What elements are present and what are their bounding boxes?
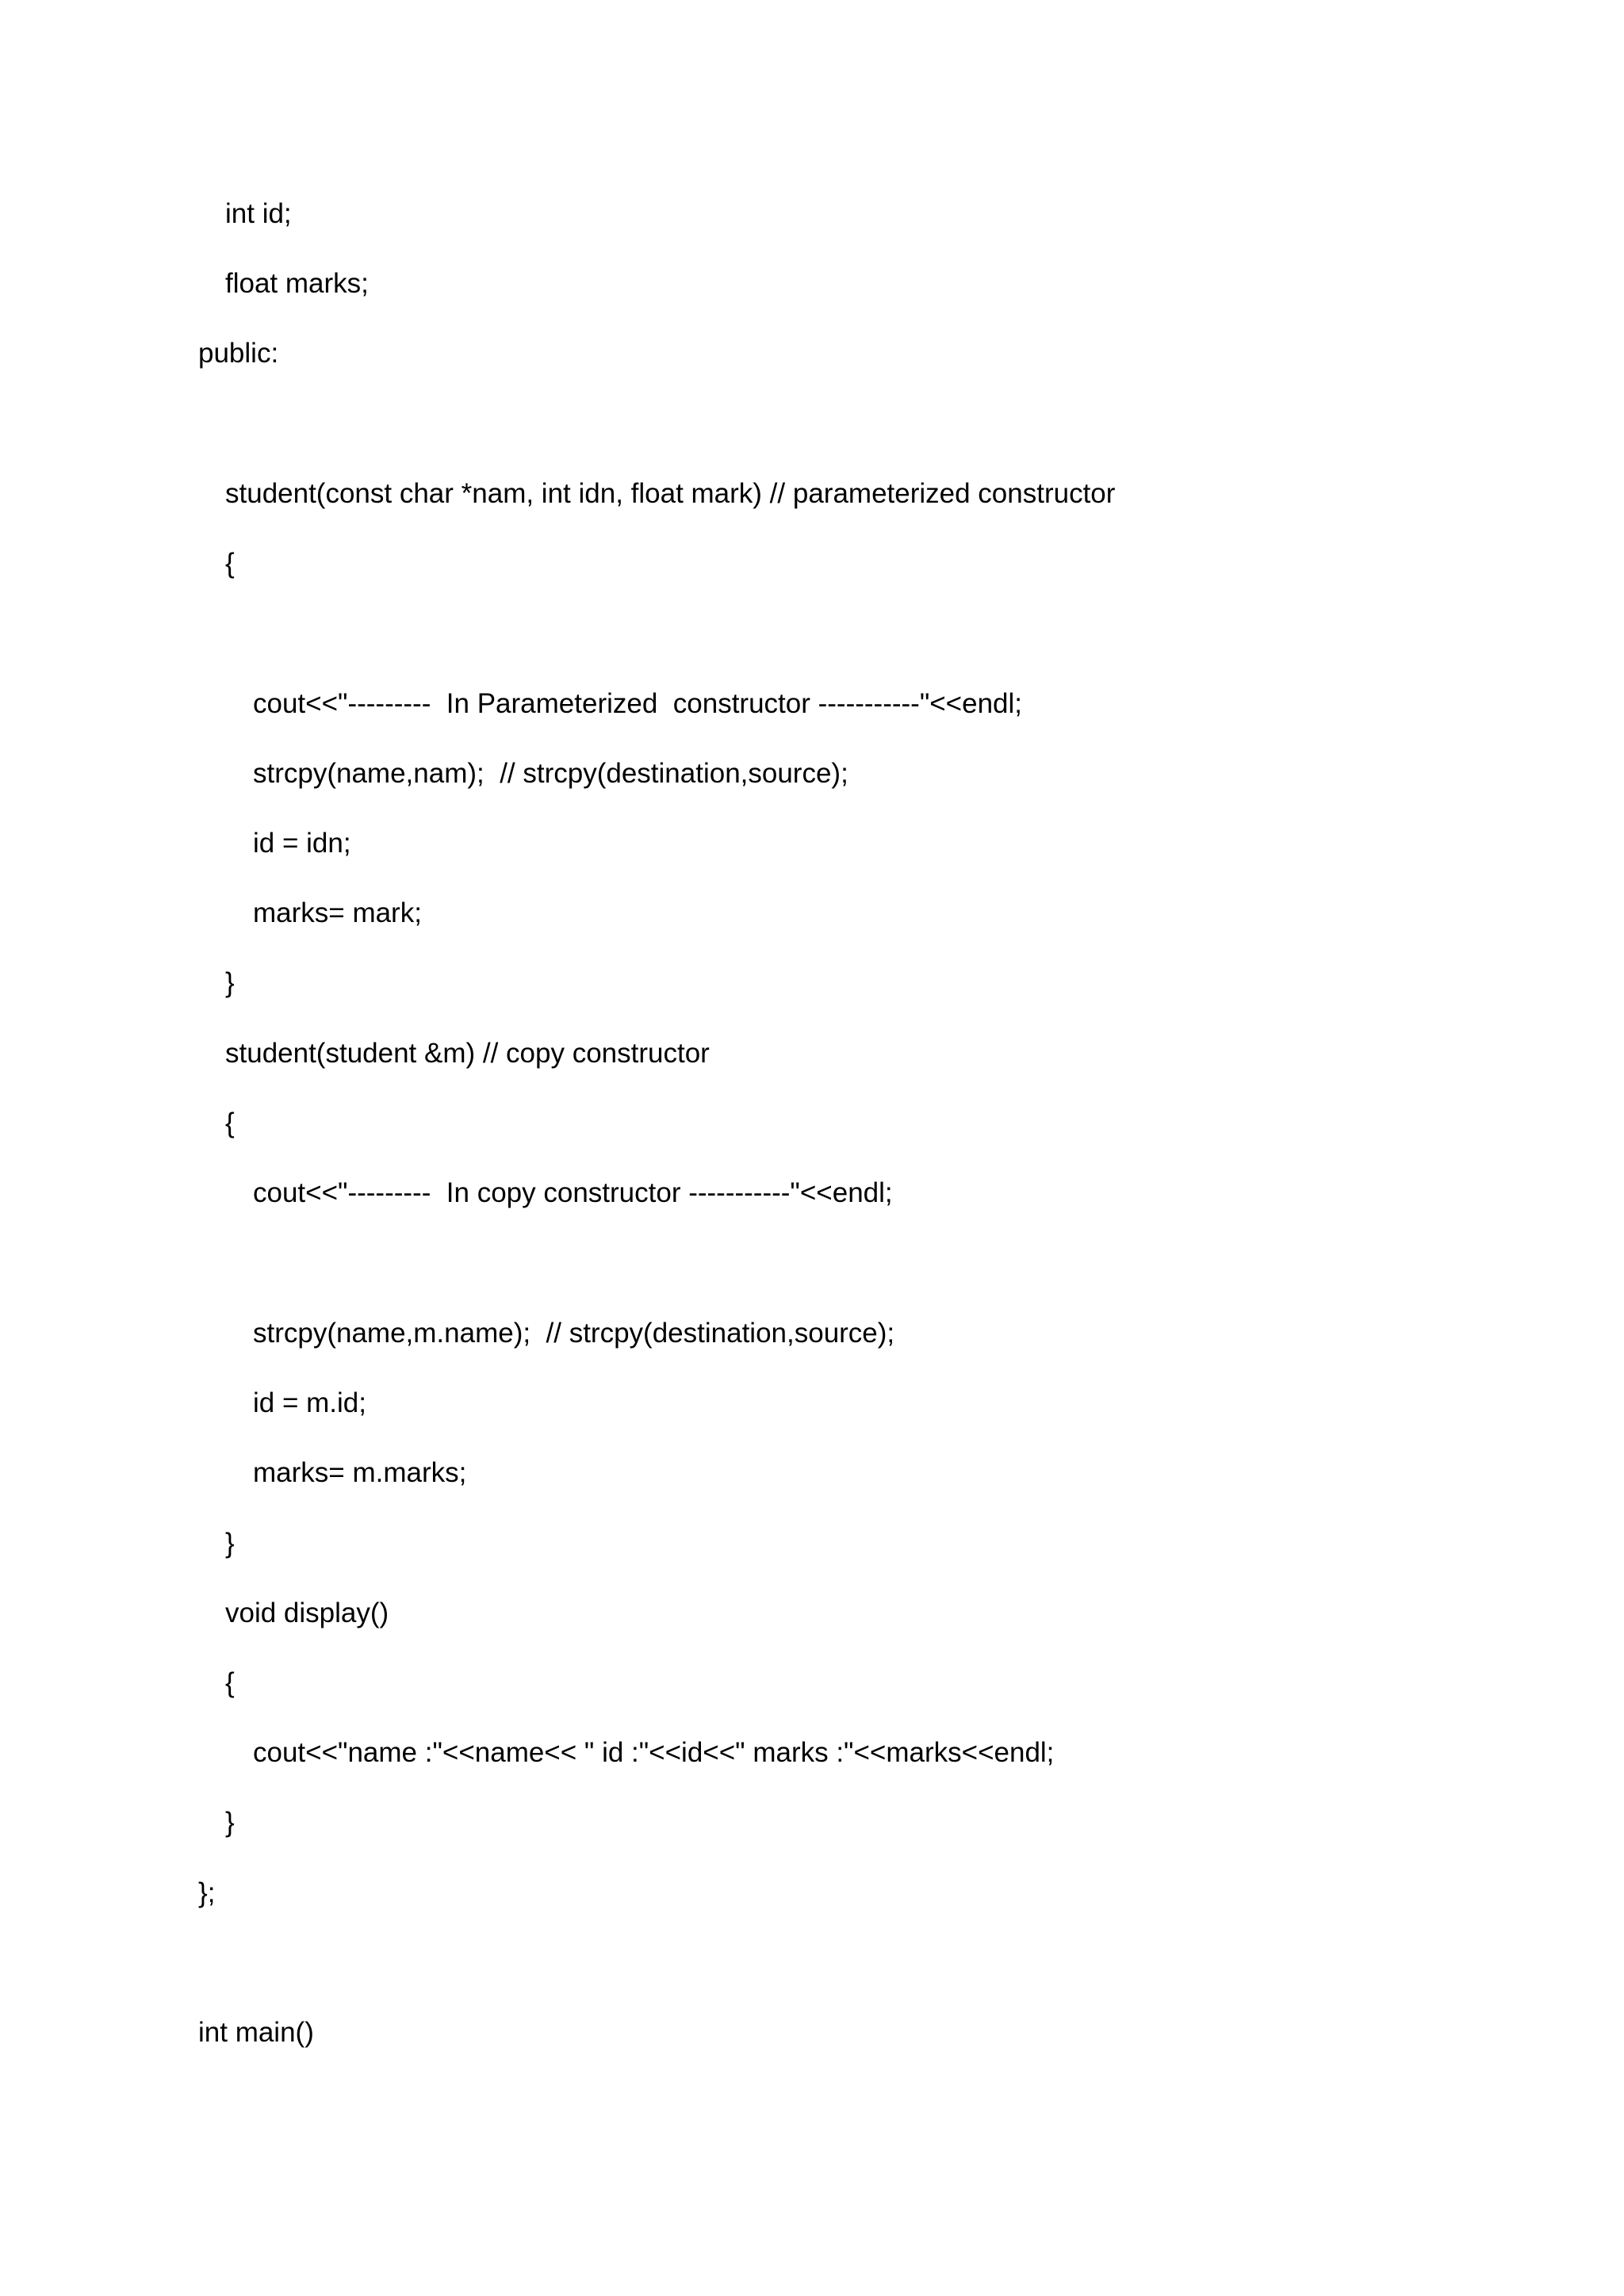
code-line: marks= m.marks;: [253, 1457, 467, 1488]
code-line: strcpy(name,nam); // strcpy(destination,source);: [253, 758, 848, 789]
code-line: student(const char *nam, int idn, float mark) // parameterized constructor: [225, 478, 1116, 509]
code-line: student(student &m) // copy constructor: [225, 1038, 710, 1069]
code-line: };: [198, 1877, 216, 1908]
code-line: id = m.id;: [253, 1387, 366, 1418]
code-line: }: [225, 967, 235, 998]
code-line: int main(): [198, 2017, 314, 2048]
code-line: {: [225, 1667, 235, 1698]
code-line: cout<<"--------- In Parameterized constructor -----------"<<endl;: [253, 688, 1023, 719]
code-line: public:: [198, 338, 279, 369]
code-line: {: [225, 548, 235, 579]
code-line: id = idn;: [253, 828, 351, 859]
code-line: cout<<"--------- In copy constructor -----------"<<endl;: [253, 1177, 893, 1208]
code-line: }: [225, 1528, 235, 1559]
code-line: int id;: [225, 198, 292, 229]
code-line: cout<<"name :"<<name<< " id :"<<id<<" marks :"<<marks<<endl;: [253, 1737, 1055, 1768]
code-line: {: [225, 1108, 235, 1138]
code-line: void display(): [225, 1598, 389, 1628]
code-line: float marks;: [225, 268, 369, 299]
code-line: marks= mark;: [253, 897, 422, 928]
code-line: strcpy(name,m.name); // strcpy(destination,source);: [253, 1318, 895, 1349]
code-line: }: [225, 1807, 235, 1838]
